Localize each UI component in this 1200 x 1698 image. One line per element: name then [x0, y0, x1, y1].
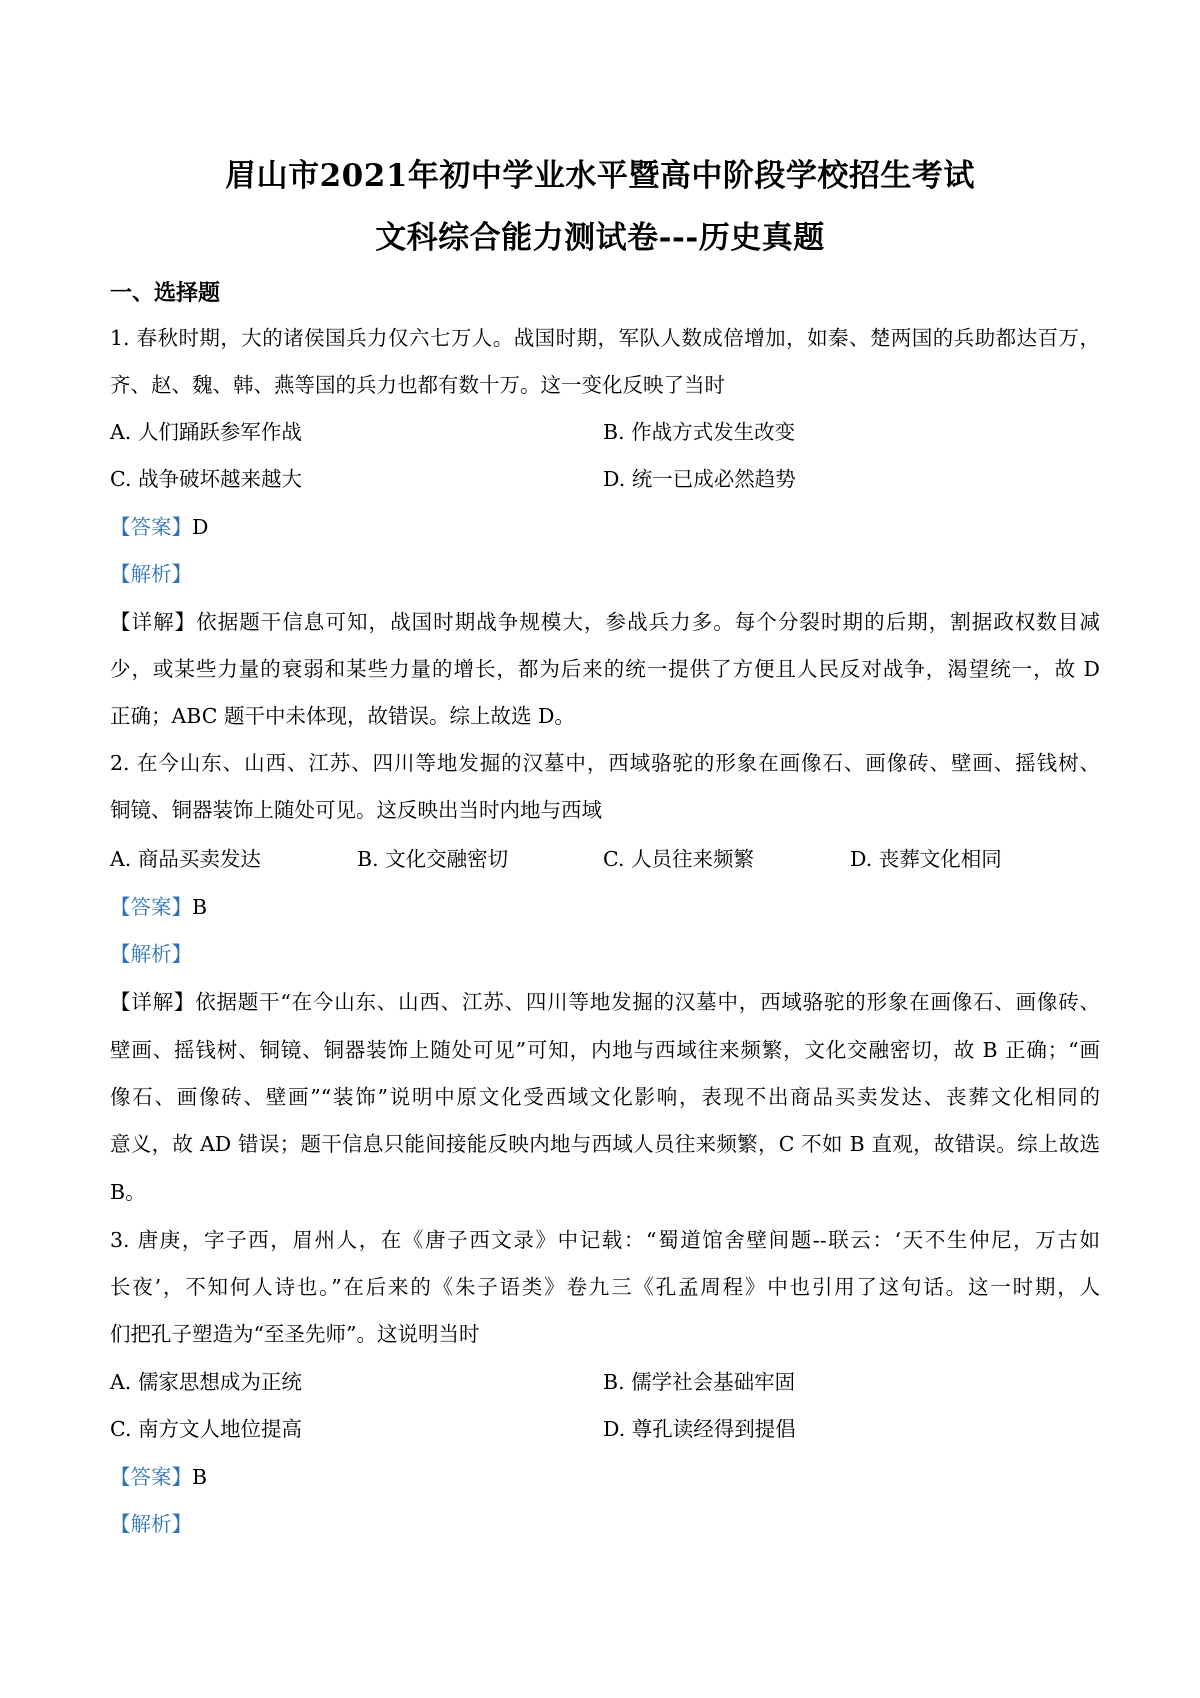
q2-detail-text1: 依据题干“在今山东、山西、江苏、四川等地发掘的汉墓中，西域骆驼的形象在画像石、画像砖、 — [195, 990, 1101, 1014]
exam-title-line1: 眉山市2021年初中学业水平暨高中阶段学校招生考试 — [225, 158, 975, 194]
q1-option-a: A. 人们踊跃参军作战 — [110, 420, 302, 444]
q2-stem-line1: 2. 在今山东、山西、江苏、四川等地发掘的汉墓中，西域骆驼的形象在画像石、画像砖、壁画、摇钱树、 — [110, 751, 1100, 775]
q1-stem-line1: 1. 春秋时期，大的诸侯国兵力仅六七万人。战国时期，军队人数成倍增加，如秦、楚两国的兵助都达百万， — [110, 326, 1100, 350]
q3-option-d: D. 尊孔读经得到提倡 — [603, 1417, 796, 1441]
q2-option-d: D. 丧葬文化相同 — [850, 847, 1002, 871]
q3-answer — [110, 1463, 1100, 1491]
analysis-tag: 【解析】 — [110, 942, 192, 966]
q3-option-c: C. 南方文人地位提高 — [110, 1417, 302, 1441]
q2-analysis — [110, 940, 1100, 968]
exam-title-line2: 文科综合能力测试卷---历史真题 — [375, 220, 825, 256]
q2-option-a: A. 商品买卖发达 — [110, 847, 261, 871]
q3-stem-line1: 3. 唐庚，字子西，眉州人，在《唐子西文录》中记载：“蜀道馆舍壁间题--联云：‘天不生仲尼，万古如 — [110, 1228, 1100, 1252]
q1-detail-line2: 少，或某些力量的衰弱和某些力量的增长，都为后来的统一提供了方便且人民反对战争，渴望统一，故 D — [110, 657, 1100, 681]
q1-option-b: B. 作战方式发生改变 — [603, 420, 796, 444]
q1-detail-line1 — [110, 608, 1100, 636]
answer-tag: 【答案】 — [110, 1465, 192, 1489]
q1-option-c: C. 战争破坏越来越大 — [110, 467, 302, 491]
answer-tag: 【答案】 — [110, 515, 192, 539]
q1-stem-line2: 齐、赵、魏、韩、燕等国的兵力也都有数十万。这一变化反映了当时 — [110, 373, 725, 397]
q2-detail-line5: B。 — [110, 1180, 146, 1204]
q3-answer-value: B — [192, 1465, 208, 1489]
q2-detail-line1 — [110, 988, 1100, 1016]
q2-answer — [110, 893, 1100, 921]
q3-stem-line2: 长夜’，不知何人诗也。”在后来的《朱子语类》卷九三《孔孟周程》中也引用了这句话。这一时期，人 — [110, 1275, 1100, 1299]
q2-detail-line4: 意义，故 AD 错误；题干信息只能间接能反映内地与西域人员往来频繁，C 不如 B 直观，故错误。综上故选 — [110, 1132, 1100, 1156]
section-heading: 一、选择题 — [110, 280, 221, 306]
q3-option-b: B. 儒学社会基础牢固 — [603, 1370, 796, 1394]
analysis-tag: 【解析】 — [110, 562, 192, 586]
q2-option-c: C. 人员往来频繁 — [603, 847, 754, 871]
q1-analysis — [110, 560, 1100, 588]
q1-answer — [110, 513, 1100, 541]
q2-stem-line2: 铜镜、铜器装饰上随处可见。这反映出当时内地与西域 — [110, 798, 602, 822]
analysis-tag: 【解析】 — [110, 1512, 192, 1536]
q2-detail-line3: 像石、画像砖、壁画”“装饰”说明中原文化受西域文化影响，表现不出商品买卖发达、丧葬文化相同的 — [110, 1085, 1100, 1109]
q2-answer-value: B — [192, 895, 208, 919]
q2-option-b: B. 文化交融密切 — [357, 847, 509, 871]
q1-detail-line3: 正确；ABC 题干中未体现，故错误。综上故选 D。 — [110, 704, 575, 728]
q1-answer-value: D — [192, 515, 209, 539]
q1-detail-text1: 依据题干信息可知，战国时期战争规模大，参战兵力多。每个分裂时期的后期，割据政权数目减 — [196, 610, 1101, 634]
detail-tag: 【详解】 — [110, 610, 197, 634]
q2-detail-line2: 壁画、摇钱树、铜镜、铜器装饰上随处可见”可知，内地与西域往来频繁，文化交融密切，故 B 正确；“画 — [110, 1038, 1100, 1062]
q3-stem-line3: 们把孔子塑造为“至圣先师”。这说明当时 — [110, 1322, 480, 1346]
q1-option-d: D. 统一已成必然趋势 — [603, 467, 796, 491]
q3-option-a: A. 儒家思想成为正统 — [110, 1370, 302, 1394]
q3-analysis — [110, 1510, 1100, 1538]
detail-tag: 【详解】 — [110, 990, 196, 1014]
answer-tag: 【答案】 — [110, 895, 192, 919]
